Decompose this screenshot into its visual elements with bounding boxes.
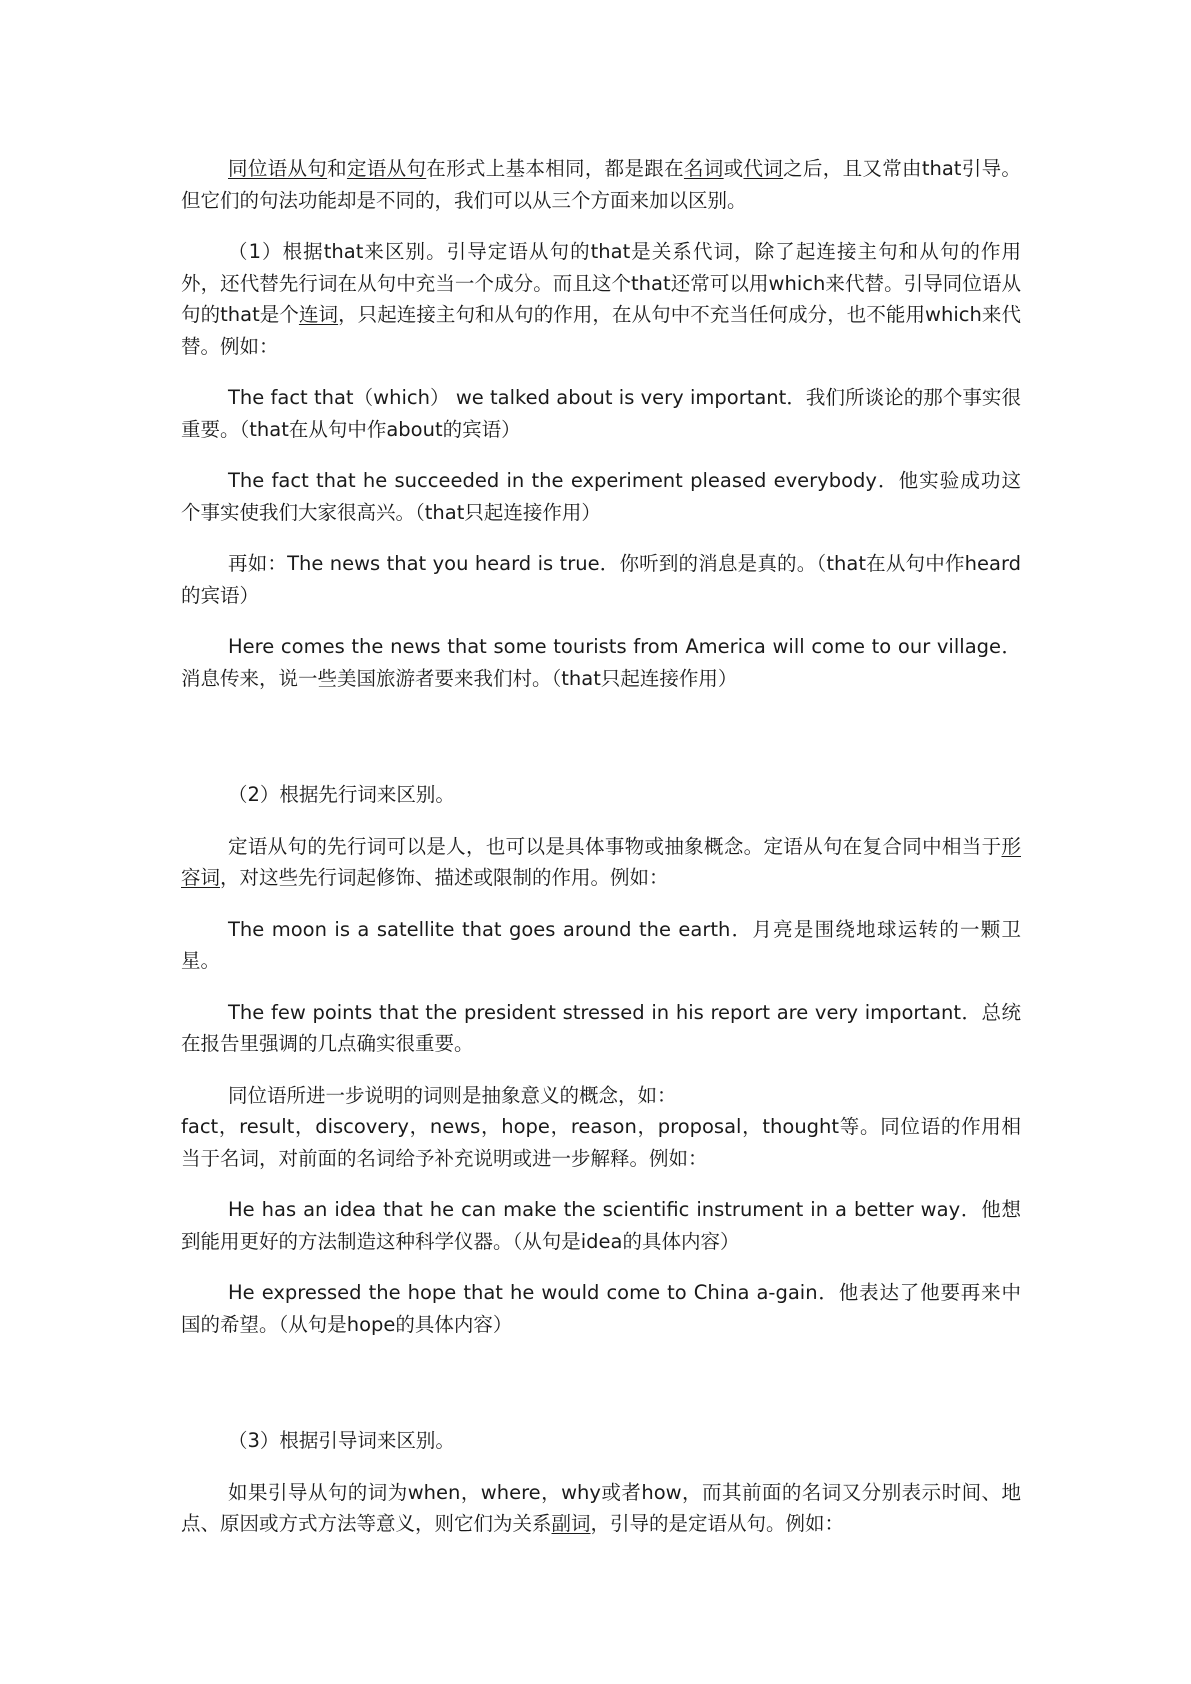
section1-example-1: The fact that（which） we talked about is very important．我们所谈论的那个事实很重要。（that在从句中作about的宾语）	[181, 386, 1021, 441]
link-adjective[interactable]: 形容词	[181, 834, 1021, 889]
link-noun[interactable]: 名词	[683, 157, 724, 180]
section3-paragraph-1: 如果引导从句的词为when，where，why或者how，而其前面的名词又分别表示时间、地点、原因或方式方法等意义，则它们为关系副词，引导的是定语从句。例如：	[181, 1480, 1021, 1535]
section3-heading: （3）根据引导词来区别。	[228, 1429, 455, 1452]
section2-example-4: He expressed the hope that he would come to China a-gain．他表达了他要再来中国的希望。（从句是hope的具体内容）	[181, 1281, 1021, 1336]
section2-example-1: The moon is a satellite that goes around the earth．月亮是围绕地球运转的一颗卫星。	[181, 917, 1021, 972]
section2-paragraph-1: 定语从句的先行词可以是人，也可以是具体事物或抽象概念。定语从句在复合同中相当于形容词，对这些先行词起修饰、描述或限制的作用。例如：	[181, 834, 1021, 889]
link-conjunction[interactable]: 连词	[298, 303, 339, 326]
document-page	[181, 153, 1021, 1540]
link-appositive-clause[interactable]: 同位语从句	[228, 157, 328, 180]
section2-example-2: The few points that the president stressed in his report are very important．总统在报告里强调的几点确实很重要。	[181, 1000, 1021, 1055]
section1-example-3: 再如：The news that you heard is true．你听到的消息是真的。（that在从句中作heard的宾语）	[181, 552, 1021, 607]
section1-example-4: Here comes the news that some tourists from America will come to our village．消息传来，说一些美国旅游者要来我们村。（that只起连接作用）	[181, 635, 1021, 690]
section1-example-2: The fact that he succeeded in the experiment pleased everybody．他实验成功这个事实使我们大家很高兴。（that只起连接作用）	[181, 469, 1021, 524]
section1-heading: （1）根据that来区别。引导定语从句的that是关系代词，除了起连接主句和从句的作用外，还代替先行词在从句中充当一个成分。而且这个that还常可以用which来代替。引导同位语从句的that是个连词，只起连接主句和从句的作用，在从句中不充当任何成分，也不能用which来代替。例如：	[181, 240, 1021, 358]
link-attributive-clause[interactable]: 定语从句	[346, 157, 427, 180]
link-adverb[interactable]: 副词	[551, 1512, 591, 1535]
section2-paragraph-2b: fact，result，discovery，news，hope，reason，proposal，thought等。同位语的作用相当于名词，对前面的名词给予补充说明或进一步解释。例如：	[181, 1115, 1021, 1170]
section2-example-3: He has an idea that he can make the scientific instrument in a better way．他想到能用更好的方法制造这种科学仪器。（从句是idea的具体内容）	[181, 1198, 1021, 1253]
intro-paragraph: 同位语从句和定语从句在形式上基本相同，都是跟在名词或代词之后，且又常由that引导。但它们的句法功能却是不同的，我们可以从三个方面来加以区别。	[181, 157, 1021, 212]
link-pronoun[interactable]: 代词	[743, 157, 784, 180]
section2-paragraph-2a: 同位语所进一步说明的词则是抽象意义的概念，如：	[228, 1083, 677, 1107]
section2-heading: （2）根据先行词来区别。	[228, 783, 455, 806]
